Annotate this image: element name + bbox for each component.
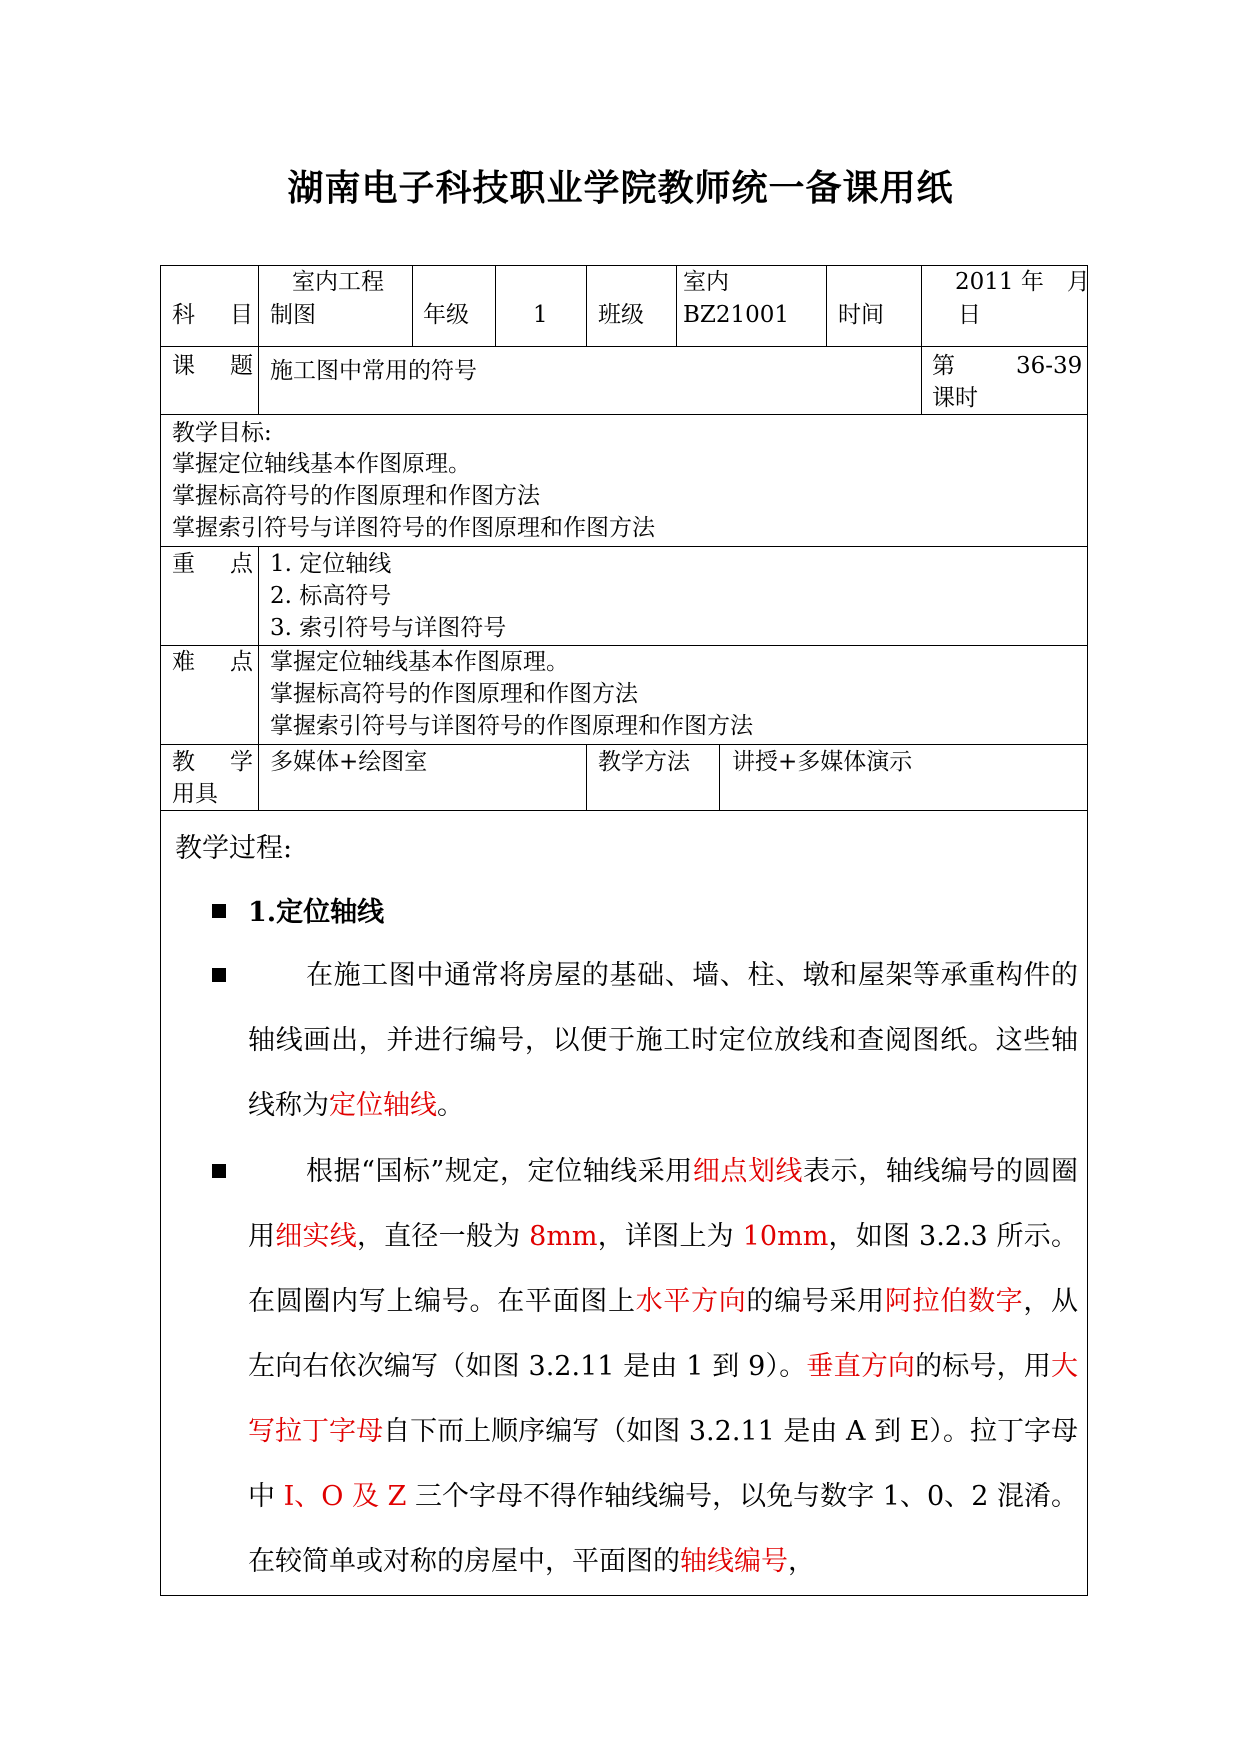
- difficulty-label: 难 点: [172, 649, 259, 675]
- grade-value: 1: [533, 302, 548, 328]
- col-divider: [495, 265, 496, 346]
- time-value-line1: 2011 年 月: [955, 269, 1090, 295]
- col-divider: [921, 346, 922, 414]
- difficulty-item: 掌握标高符号的作图原理和作图方法: [270, 681, 638, 707]
- topic-label: 课 题: [172, 353, 259, 379]
- period-label-2: 课时: [932, 385, 978, 411]
- row-divider: [160, 346, 1088, 347]
- tools-value: 多媒体+绘图室: [270, 749, 428, 775]
- col-divider: [586, 265, 587, 346]
- col-divider: [676, 265, 677, 346]
- class-value-line1: 室内: [683, 269, 729, 295]
- class-value-line2: BZ21001: [683, 302, 790, 328]
- square-bullet-icon: [212, 1164, 226, 1178]
- topic-value: 施工图中常用的符号: [270, 358, 477, 384]
- key-label: 重 点: [172, 551, 259, 577]
- square-bullet-icon: [212, 904, 226, 918]
- grade-label: 年级: [423, 302, 469, 328]
- goal-item: 掌握定位轴线基本作图原理。: [172, 451, 471, 477]
- process-heading: 教学过程:: [175, 833, 293, 864]
- goals-label: 教学目标:: [172, 420, 272, 446]
- col-divider: [719, 744, 720, 810]
- col-divider: [412, 265, 413, 346]
- col-divider: [921, 265, 922, 346]
- time-value-line2: 日: [958, 302, 981, 328]
- class-label: 班级: [598, 302, 644, 328]
- col-divider: [586, 744, 587, 810]
- period-value: 36-39: [1016, 353, 1083, 379]
- tools-label-2: 用具: [172, 781, 218, 807]
- paragraph-axis-rules: 根据“国标”规定，定位轴线采用细点划线表示，轴线编号的圆圈用细实线，直径一般为 8mm，详图上为 10mm，如图 3.2.3 所示。在圆圈内写上编号。在平面图上水平方向的编号采用阿拉伯数字，从左向右依次编写（如图 3.2.11 是由 1 到 9）。垂直方向的标号，用大写拉丁字母自下而上顺序编写（如图 3.2.11 是由 A 到 E）。拉丁字母中 I、O 及 Z 三个字母不得作轴线编号，以免与数字 1、0、2 混淆。在较简单或对称的房屋中，平面图的轴线编号，: [248, 1156, 1079, 1577]
- subject-value-line2: 制图: [270, 302, 316, 328]
- subject-label: 科 目: [172, 302, 259, 328]
- method-label: 教学方法: [598, 749, 690, 775]
- square-bullet-icon: [212, 968, 226, 982]
- paragraph-axis-definition: 在施工图中通常将房屋的基础、墙、柱、墩和屋架等承重构件的轴线画出，并进行编号，以便于施工时定位放线和查阅图纸。这些轴线称为定位轴线。: [248, 960, 1078, 1121]
- tools-label-1: 教 学: [172, 749, 259, 775]
- col-divider: [826, 265, 827, 346]
- subject-value-line1: 室内工程: [292, 269, 384, 295]
- method-value: 讲授+多媒体演示: [732, 749, 913, 775]
- difficulty-item: 掌握定位轴线基本作图原理。: [270, 649, 569, 675]
- row-divider: [160, 546, 1088, 547]
- key-point: 2. 标高符号: [270, 583, 392, 609]
- page-title: 湖南电子科技职业学院教师统一备课用纸: [287, 167, 954, 209]
- row-divider: [160, 744, 1088, 745]
- difficulty-item: 掌握索引符号与详图符号的作图原理和作图方法: [270, 713, 753, 739]
- time-label: 时间: [838, 302, 884, 328]
- key-point: 3. 索引符号与详图符号: [270, 615, 507, 641]
- section-title: 1.定位轴线: [248, 897, 385, 928]
- row-divider: [160, 810, 1088, 811]
- key-point: 1. 定位轴线: [270, 551, 392, 577]
- period-label-1: 第: [932, 353, 955, 379]
- goal-item: 掌握标高符号的作图原理和作图方法: [172, 483, 540, 509]
- goal-item: 掌握索引符号与详图符号的作图原理和作图方法: [172, 515, 655, 541]
